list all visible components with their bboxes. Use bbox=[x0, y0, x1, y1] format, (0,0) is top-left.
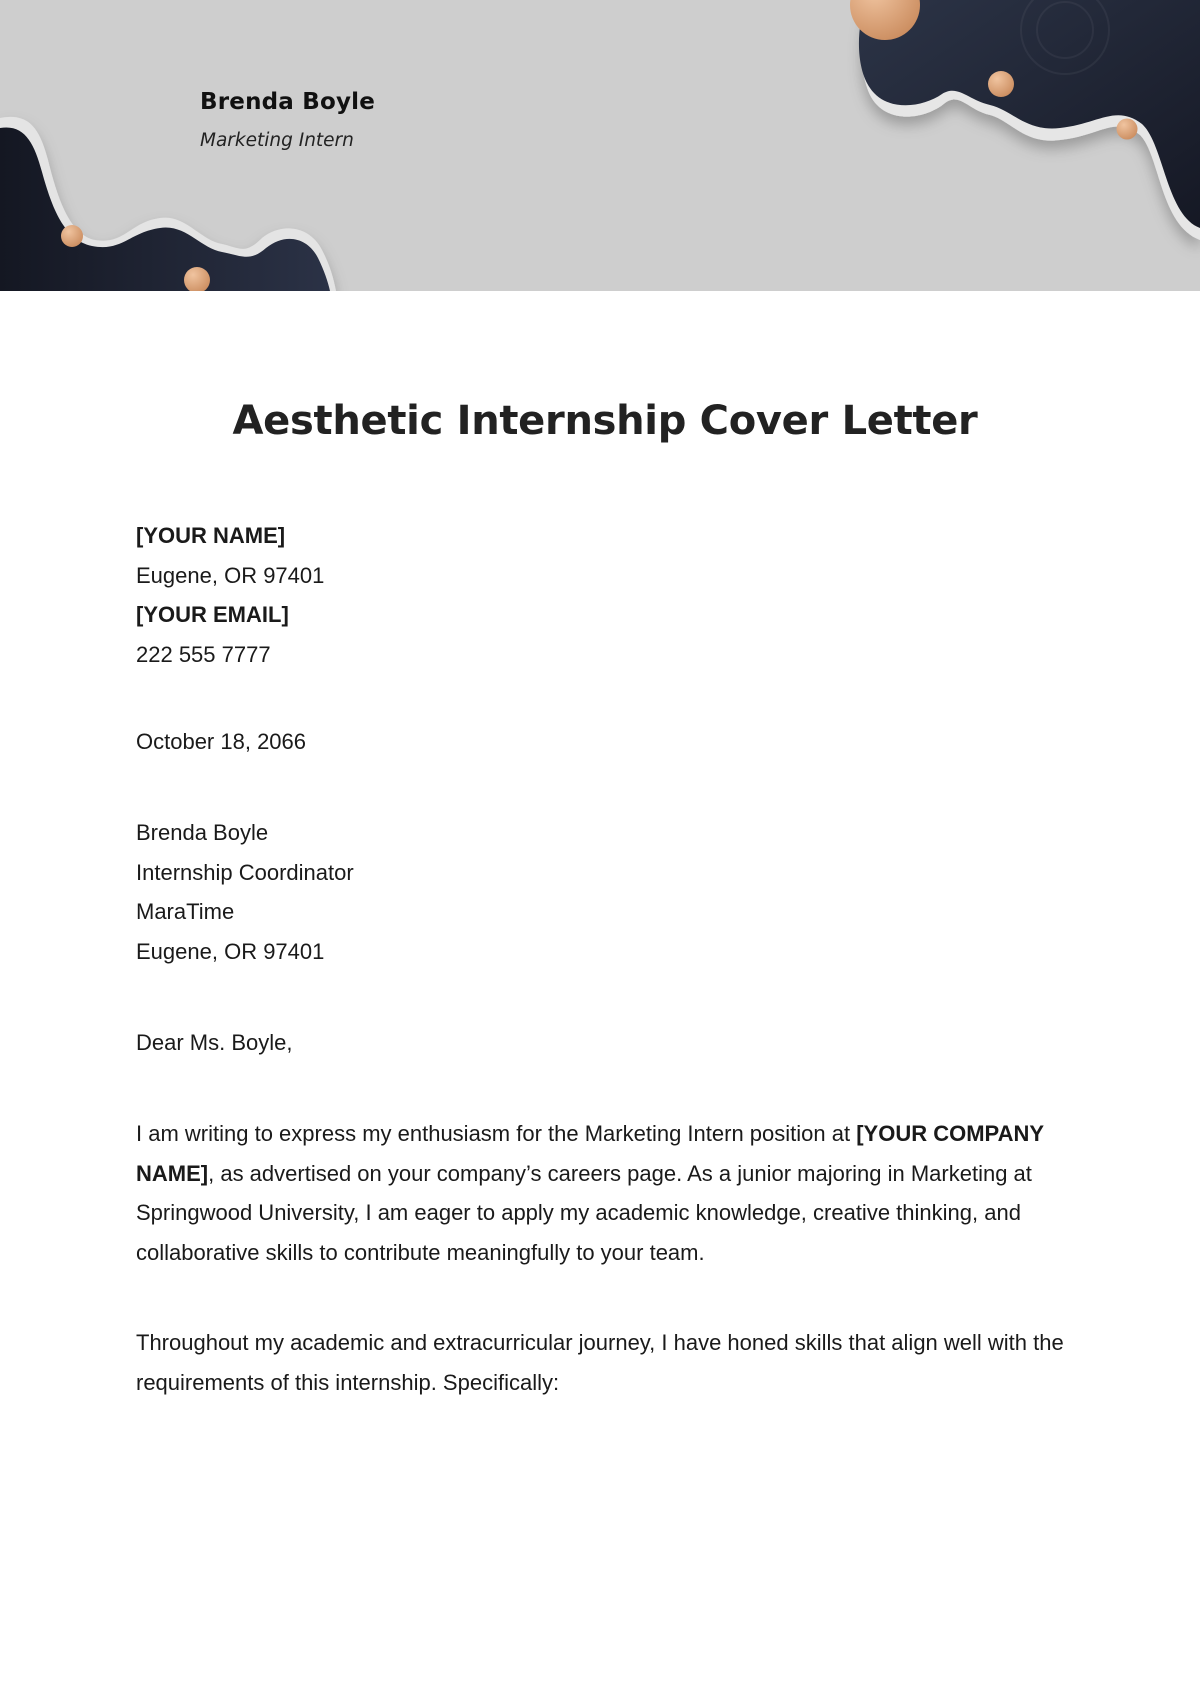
letter-date: October 18, 2066 bbox=[136, 729, 307, 754]
header-role: Marketing Intern bbox=[200, 130, 354, 151]
header-band bbox=[0, 0, 1200, 291]
header-name: Brenda Boyle bbox=[200, 89, 376, 115]
company-placeholder: [YOUR COMPANY NAME] bbox=[136, 1121, 1044, 1186]
top-right-wave bbox=[850, 0, 1200, 240]
sender-phone: 222 555 7777 bbox=[136, 641, 271, 667]
sender-name: [YOUR NAME] bbox=[136, 523, 286, 548]
orb-icon bbox=[1117, 119, 1138, 140]
recipient-block bbox=[136, 813, 1076, 971]
salutation: Dear Ms. Boyle, bbox=[136, 1030, 293, 1055]
paragraph-intro bbox=[136, 1114, 1081, 1272]
sender-city: Eugene, OR 97401 bbox=[136, 562, 325, 588]
sender-block bbox=[136, 516, 1076, 674]
recipient-company: MaraTime bbox=[136, 899, 235, 924]
recipient-city: Eugene, OR 97401 bbox=[136, 938, 325, 964]
paragraph-intro-start: I am writing to express my enthusiasm for the Marketing Intern position at bbox=[136, 1121, 857, 1146]
orb-icon bbox=[61, 225, 83, 247]
date-block bbox=[136, 722, 1076, 762]
page-title: Aesthetic Internship Cover Letter bbox=[232, 398, 978, 444]
salutation-block bbox=[136, 1023, 1076, 1063]
orb-icon bbox=[988, 71, 1014, 97]
recipient-title: Internship Coordinator bbox=[136, 859, 354, 885]
paragraph-skills-text: Throughout my academic and extracurricular journey, I have honed skills that align well with the requirements of this internship. Specifically: bbox=[136, 1330, 1064, 1395]
decorative-waves bbox=[0, 0, 1200, 291]
sender-email: [YOUR EMAIL] bbox=[136, 602, 289, 627]
paragraph-intro-end: , as advertised on your company’s careers page. As a junior majoring in Marketing at Springwood University, I am eager to apply my academic knowledge, creative thinking, and collaborative skills to contribute meaningfully to your team. bbox=[136, 1160, 1032, 1265]
recipient-name: Brenda Boyle bbox=[136, 820, 269, 845]
paragraph-skills bbox=[136, 1323, 1081, 1402]
